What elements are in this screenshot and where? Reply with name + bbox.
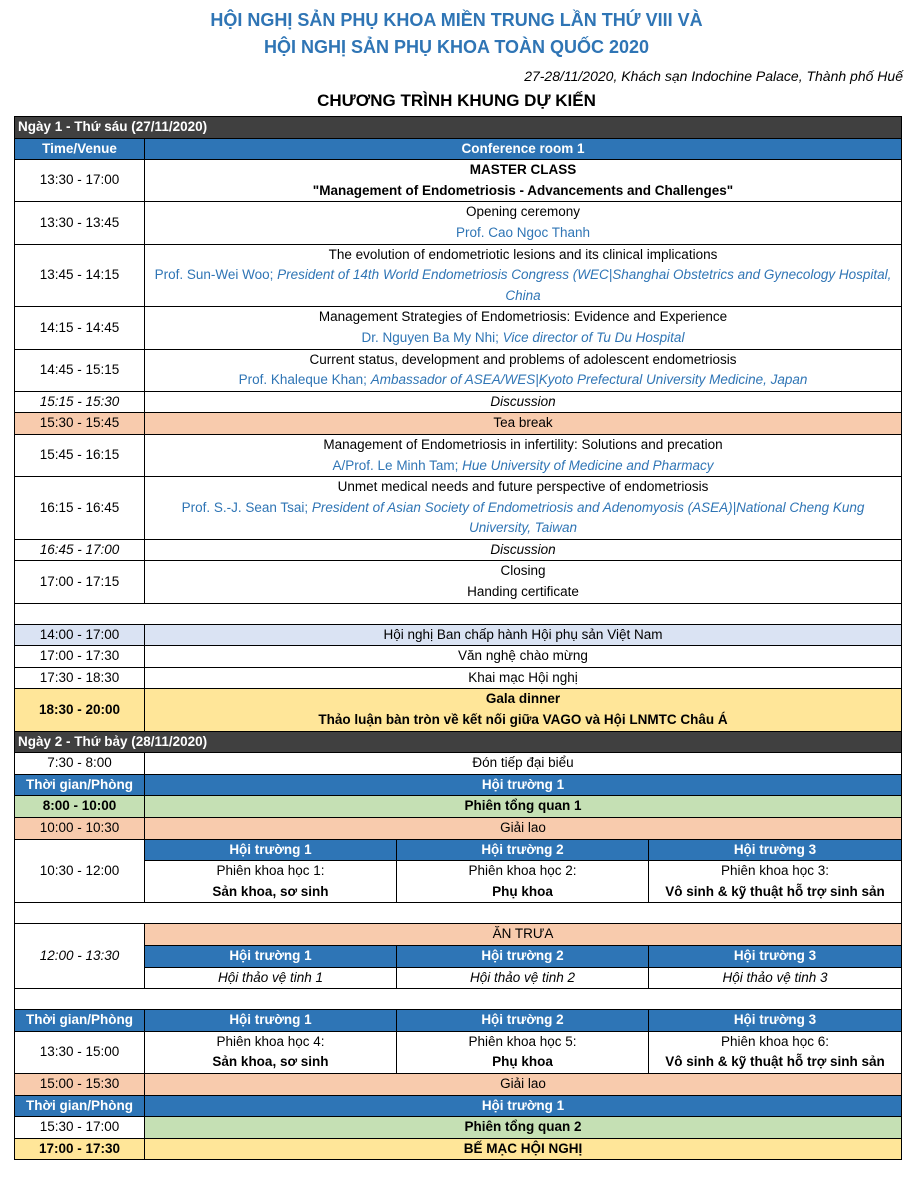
program-title: CHƯƠNG TRÌNH KHUNG DỰ KIẾN bbox=[317, 91, 596, 110]
event-label: Hội nghị Ban chấp hành Hội phụ sản Việt Nam bbox=[145, 624, 902, 646]
day2-column-header bbox=[15, 774, 902, 796]
satellite-1: Hội thảo vệ tinh 1 bbox=[145, 967, 397, 989]
session-time: 15:00 - 15:30 bbox=[15, 1073, 145, 1095]
tea-break-row bbox=[15, 413, 902, 435]
discussion-label: Discussion bbox=[145, 391, 902, 413]
hall-2-header: Hội trường 2 bbox=[397, 945, 649, 967]
session-affiliation: President of Asian Society of Endometriosis and Adenomyosis (ASEA)|National Cheng Kung University, Taiwan bbox=[311, 499, 865, 536]
session-speaker: Prof. Khaleque Khan; bbox=[238, 372, 371, 388]
session-speaker-line bbox=[149, 498, 897, 539]
session-time: 10:00 - 10:30 bbox=[15, 818, 145, 840]
spacer-row bbox=[15, 989, 902, 1010]
welcome-label: Đón tiếp đại biểu bbox=[145, 753, 902, 775]
parallel-session-row bbox=[15, 1031, 902, 1052]
session-title: Management Strategies of Endometriosis: Evidence and Experience bbox=[318, 309, 728, 325]
session-time: 15:30 - 15:45 bbox=[15, 413, 145, 435]
hall-2-header: Hội trường 2 bbox=[397, 1010, 649, 1032]
event-label: Khai mạc Hội nghị bbox=[145, 667, 902, 689]
session-cell bbox=[145, 349, 902, 391]
col-time-venue: Time/Venue bbox=[15, 138, 145, 160]
session-row bbox=[15, 477, 902, 540]
session-time: 13:30 - 13:45 bbox=[15, 202, 145, 244]
session-time: 17:00 - 17:30 bbox=[15, 646, 145, 668]
session-row bbox=[15, 202, 902, 244]
hall-2-header: Hội trường 2 bbox=[397, 839, 649, 861]
title-line-1: HỘI NGHỊ SẢN PHỤ KHOA MIỀN TRUNG LẦN THỨ VIII VÀ bbox=[210, 10, 703, 30]
session-time: 8:00 - 10:00 bbox=[15, 796, 145, 818]
session-cell bbox=[145, 244, 902, 307]
plenary-row bbox=[15, 1117, 902, 1139]
gala-cell bbox=[145, 689, 902, 731]
session-speaker: Prof. S.-J. Sean Tsai; bbox=[181, 499, 312, 515]
session-row bbox=[15, 349, 902, 391]
session-time: 12:00 - 13:30 bbox=[15, 924, 145, 989]
discussion-label: Discussion bbox=[145, 539, 902, 561]
session-time: 18:30 - 20:00 bbox=[15, 689, 145, 731]
parallel-topic-row bbox=[15, 1052, 902, 1073]
hall-3-header: Hội trường 3 bbox=[649, 1010, 902, 1032]
session-affiliation: Hue University of Medicine and Pharmacy bbox=[462, 457, 714, 473]
discussion-row bbox=[15, 539, 902, 561]
session-time: 13:30 - 17:00 bbox=[15, 160, 145, 202]
parallel-header-row bbox=[15, 1010, 902, 1032]
hall-1-header: Hội trường 1 bbox=[145, 839, 397, 861]
session-speaker: A/Prof. Le Minh Tam; bbox=[332, 457, 463, 473]
parallel-header-row bbox=[15, 839, 902, 861]
session-title: The evolution of endometriotic lesions and its clinical implications bbox=[328, 246, 718, 262]
master-class-row bbox=[15, 160, 902, 202]
certificate-label: Handing certificate bbox=[467, 584, 579, 600]
session-3-label: Phiên khoa học 3: bbox=[649, 861, 902, 882]
day2-header-row bbox=[15, 731, 902, 753]
col-time-room: Thời gian/Phòng bbox=[15, 1010, 145, 1032]
session-cell bbox=[145, 434, 902, 476]
session-time: 13:30 - 15:00 bbox=[15, 1031, 145, 1073]
spacer bbox=[15, 603, 902, 624]
tea-break-label: Tea break bbox=[145, 413, 902, 435]
col-time-room: Thời gian/Phòng bbox=[15, 774, 145, 796]
session-time: 17:00 - 17:15 bbox=[15, 561, 145, 603]
evening-row bbox=[15, 624, 902, 646]
plenary-label: Phiên tổng quan 1 bbox=[145, 796, 902, 818]
session-title: Opening ceremony bbox=[465, 204, 581, 220]
session-time: 15:45 - 16:15 bbox=[15, 434, 145, 476]
hall-1-header: Hội trường 1 bbox=[145, 1010, 397, 1032]
session-time: 14:00 - 17:00 bbox=[15, 624, 145, 646]
closing-row bbox=[15, 561, 902, 603]
break-row bbox=[15, 818, 902, 840]
master-class-title: MASTER CLASS bbox=[469, 162, 577, 178]
session-3-topic: Vô sinh & kỹ thuật hỗ trợ sinh sản bbox=[649, 882, 902, 903]
gala-subtitle: Thảo luận bàn tròn về kết nối giữa VAGO và Hội LNMTC Châu Á bbox=[318, 712, 728, 728]
session-cell bbox=[145, 307, 902, 349]
closing-ceremony-row bbox=[15, 1138, 902, 1160]
session-4-topic: Sản khoa, sơ sinh bbox=[145, 1052, 397, 1073]
lunch-hall-header-row bbox=[15, 945, 902, 967]
master-class-subtitle: "Management of Endometriosis - Advancements and Challenges" bbox=[312, 182, 734, 198]
master-class-cell bbox=[145, 160, 902, 202]
col-time-room: Thời gian/Phòng bbox=[15, 1095, 145, 1117]
session-time: 17:30 - 18:30 bbox=[15, 667, 145, 689]
satellite-3: Hội thảo vệ tinh 3 bbox=[649, 967, 902, 989]
session-time: 17:00 - 17:30 bbox=[15, 1138, 145, 1160]
session-6-topic: Vô sinh & kỹ thuật hỗ trợ sinh sản bbox=[649, 1052, 902, 1073]
session-title: Unmet medical needs and future perspective of endometriosis bbox=[337, 479, 709, 495]
session-row bbox=[15, 244, 902, 307]
session-time: 15:30 - 17:00 bbox=[15, 1117, 145, 1139]
title-line-2: HỘI NGHỊ SẢN PHỤ KHOA TOÀN QUỐC 2020 bbox=[263, 37, 650, 57]
session-affiliation: President of 14th World Endometriosis Congress (WEC|Shanghai Obstetrics and Gynecology Hospital, China bbox=[277, 267, 892, 303]
session-cell bbox=[145, 202, 902, 244]
session-1-topic: Sản khoa, sơ sinh bbox=[145, 882, 397, 903]
break-label: Giải lao bbox=[145, 818, 902, 840]
session-speaker-line bbox=[149, 328, 897, 349]
day1-header-row bbox=[15, 117, 902, 139]
parallel-topic-row bbox=[15, 882, 902, 903]
hall-3-header: Hội trường 3 bbox=[649, 945, 902, 967]
col-hall-1: Hội trường 1 bbox=[145, 774, 902, 796]
session-time: 10:30 - 12:00 bbox=[15, 839, 145, 903]
closing-label: Closing bbox=[500, 563, 546, 579]
session-speaker-line bbox=[149, 265, 897, 306]
session-speaker-line bbox=[149, 456, 897, 477]
session-5-label: Phiên khoa học 5: bbox=[397, 1031, 649, 1052]
session-time: 14:45 - 15:15 bbox=[15, 349, 145, 391]
day2-column-header-2 bbox=[15, 1095, 902, 1117]
session-cell bbox=[145, 477, 902, 540]
date-venue: 27-28/11/2020, Khách sạn Indochine Palace, Thành phố Huế bbox=[524, 68, 903, 84]
session-4-label: Phiên khoa học 4: bbox=[145, 1031, 397, 1052]
event-label: Văn nghệ chào mừng bbox=[145, 646, 902, 668]
session-title: Management of Endometriosis in infertility: Solutions and precation bbox=[323, 436, 723, 452]
spacer-row bbox=[15, 903, 902, 924]
session-affiliation: Ambassador of ASEA/WES|Kyoto Prefectural University Medicine, Japan bbox=[370, 372, 808, 388]
day1-column-header bbox=[15, 138, 902, 160]
lunch-row bbox=[15, 924, 902, 946]
session-row bbox=[15, 434, 902, 476]
spacer bbox=[15, 903, 902, 924]
gala-title: Gala dinner bbox=[485, 691, 561, 707]
discussion-row bbox=[15, 391, 902, 413]
day1-label: Ngày 1 - Thứ sáu (27/11/2020) bbox=[15, 117, 902, 139]
session-1-label: Phiên khoa học 1: bbox=[145, 861, 397, 882]
col-hall-1: Hội trường 1 bbox=[145, 1095, 902, 1117]
session-affiliation: Vice director of Tu Du Hospital bbox=[502, 329, 685, 345]
satellite-row bbox=[15, 967, 902, 989]
gala-dinner-row bbox=[15, 689, 902, 731]
welcome-row bbox=[15, 753, 902, 775]
session-speaker: Dr. Nguyen Ba My Nhi; bbox=[361, 329, 503, 345]
satellite-2: Hội thảo vệ tinh 2 bbox=[397, 967, 649, 989]
session-2-topic: Phụ khoa bbox=[397, 882, 649, 903]
session-time: 16:15 - 16:45 bbox=[15, 477, 145, 540]
plenary-row bbox=[15, 796, 902, 818]
closing-ceremony-label: BẾ MẠC HỘI NGHỊ bbox=[145, 1138, 902, 1160]
parallel-session-row bbox=[15, 861, 902, 882]
break-label: Giải lao bbox=[145, 1073, 902, 1095]
session-speaker: Prof. Cao Ngoc Thanh bbox=[455, 224, 591, 240]
spacer-row bbox=[15, 603, 902, 624]
session-title: Current status, development and problems of adolescent endometriosis bbox=[309, 351, 737, 367]
session-row bbox=[15, 307, 902, 349]
evening-row bbox=[15, 667, 902, 689]
plenary-label: Phiên tổng quan 2 bbox=[145, 1117, 902, 1139]
session-6-label: Phiên khoa học 6: bbox=[649, 1031, 902, 1052]
evening-row bbox=[15, 646, 902, 668]
session-time: 14:15 - 14:45 bbox=[15, 307, 145, 349]
session-time: 15:15 - 15:30 bbox=[15, 391, 145, 413]
hall-3-header: Hội trường 3 bbox=[649, 839, 902, 861]
spacer bbox=[15, 989, 902, 1010]
session-time: 13:45 - 14:15 bbox=[15, 244, 145, 307]
break-row bbox=[15, 1073, 902, 1095]
session-speaker: Prof. Sun-Wei Woo; bbox=[154, 267, 278, 283]
closing-cell bbox=[145, 561, 902, 603]
session-speaker-line bbox=[149, 370, 897, 391]
program-table bbox=[14, 116, 902, 1160]
lunch-label: ĂN TRƯA bbox=[145, 924, 902, 946]
hall-1-header: Hội trường 1 bbox=[145, 945, 397, 967]
session-time: 16:45 - 17:00 bbox=[15, 539, 145, 561]
session-5-topic: Phụ khoa bbox=[397, 1052, 649, 1073]
session-time: 7:30 - 8:00 bbox=[15, 753, 145, 775]
day2-label: Ngày 2 - Thứ bảy (28/11/2020) bbox=[15, 731, 902, 753]
session-2-label: Phiên khoa học 2: bbox=[397, 861, 649, 882]
col-conference-room-1: Conference room 1 bbox=[145, 138, 902, 160]
